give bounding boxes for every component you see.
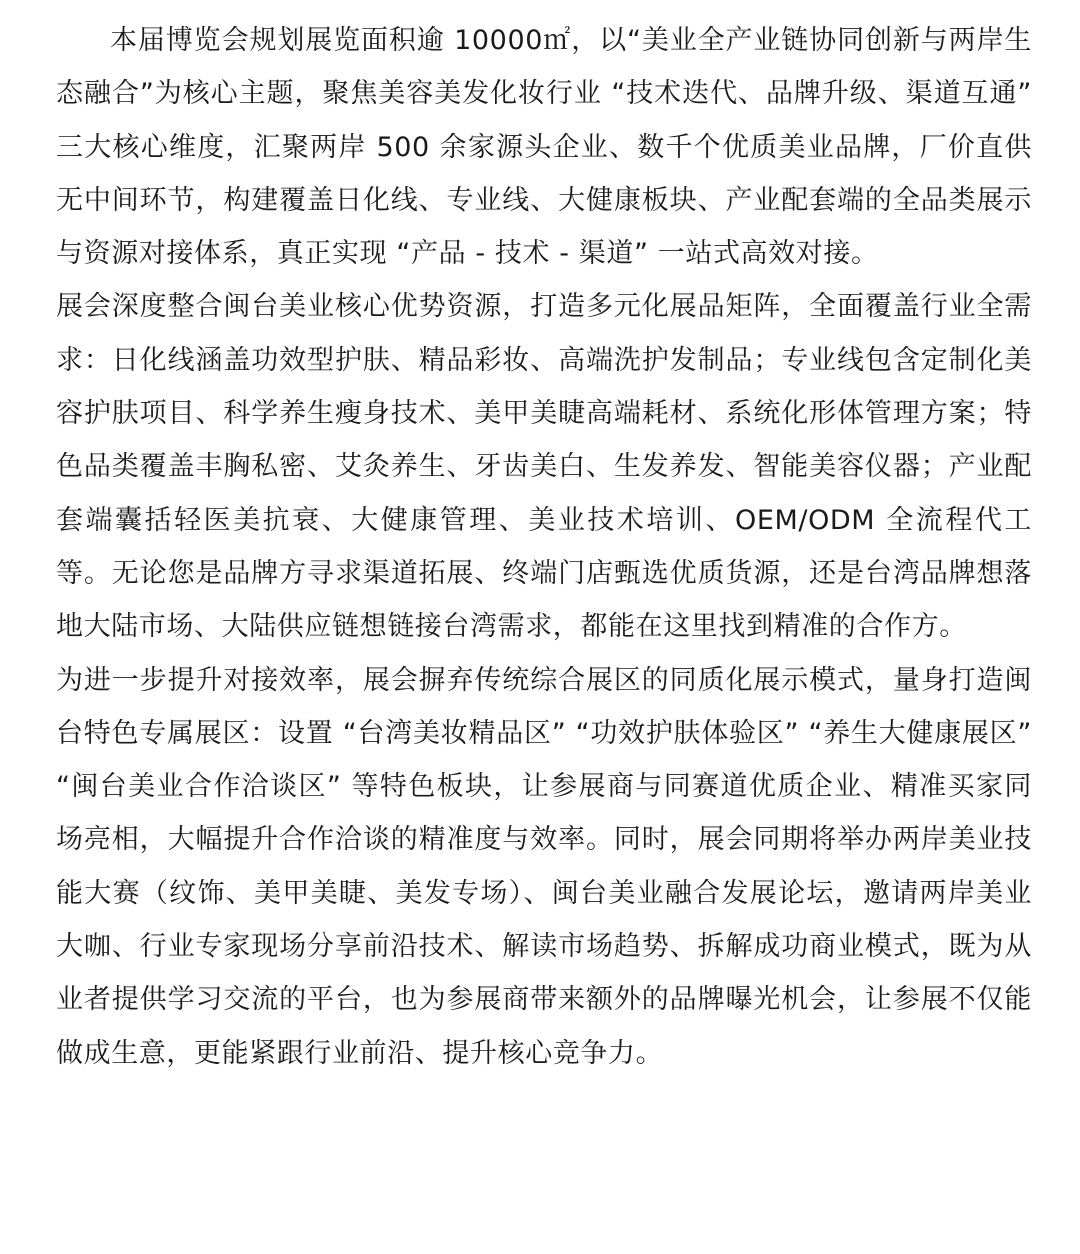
paragraph-exhibition-overview: 本届博览会规划展览面积逾 10000㎡，以“美业全产业链协同创新与两岸生态融合”为核心主题，聚焦美容美发化妆行业 “技术迭代、品牌升级、渠道互通” 三大核心维度，汇聚两岸 500 余家源头企业、数千个优质美业品牌，厂价直供无中间环节，构建覆盖日化线、专业线、大健康板块、产业配套端的全品类展示与资源对接体系，真正实现 “产品 - 技术 - 渠道” 一站式高效对接。 xyxy=(56,25,1032,270)
paragraph-exhibit-categories: 展会深度整合闽台美业核心优势资源，打造多元化展品矩阵，全面覆盖行业全需求：日化线涵盖功效型护肤、精品彩妆、高端洗护发制品；专业线包含定制化美容护肤项目、科学养生瘦身技术、美甲美睫高端耗材、系统化形体管理方案；特色品类覆盖丰胸私密、艾灸养生、牙齿美白、生发养发、智能美容仪器；产业配套端囊括轻医美抗衰、大健康管理、美业技术培训、OEM/ODM 全流程代工等。无论您是品牌方寻求渠道拓展、终端门店甄选优质货源，还是台湾品牌想落地大陆市场、大陆供应链想链接台湾需求，都能在这里找到精准的合作方。 xyxy=(56,291,1032,643)
paragraph-special-zones-events: 为进一步提升对接效率，展会摒弃传统综合展区的同质化展示模式，量身打造闽台特色专属展区：设置 “台湾美妆精品区” “功效护肤体验区” “养生大健康展区” “闽台美业合作洽谈区” 等特色板块，让参展商与同赛道优质企业、精准买家同场亮相，大幅提升合作洽谈的精准度与效率。同时，展会同期将举办两岸美业技能大赛（纹饰、美甲美睫、美发专场）、闽台美业融合发展论坛，邀请两岸美业大咖、行业专家现场分享前沿技术、解读市场趋势、拆解成功商业模式，既为从业者提供学习交流的平台，也为参展商带来额外的品牌曝光机会，让参展不仅能做成生意，更能紧跟行业前沿、提升核心竞争力。 xyxy=(56,664,1033,1069)
